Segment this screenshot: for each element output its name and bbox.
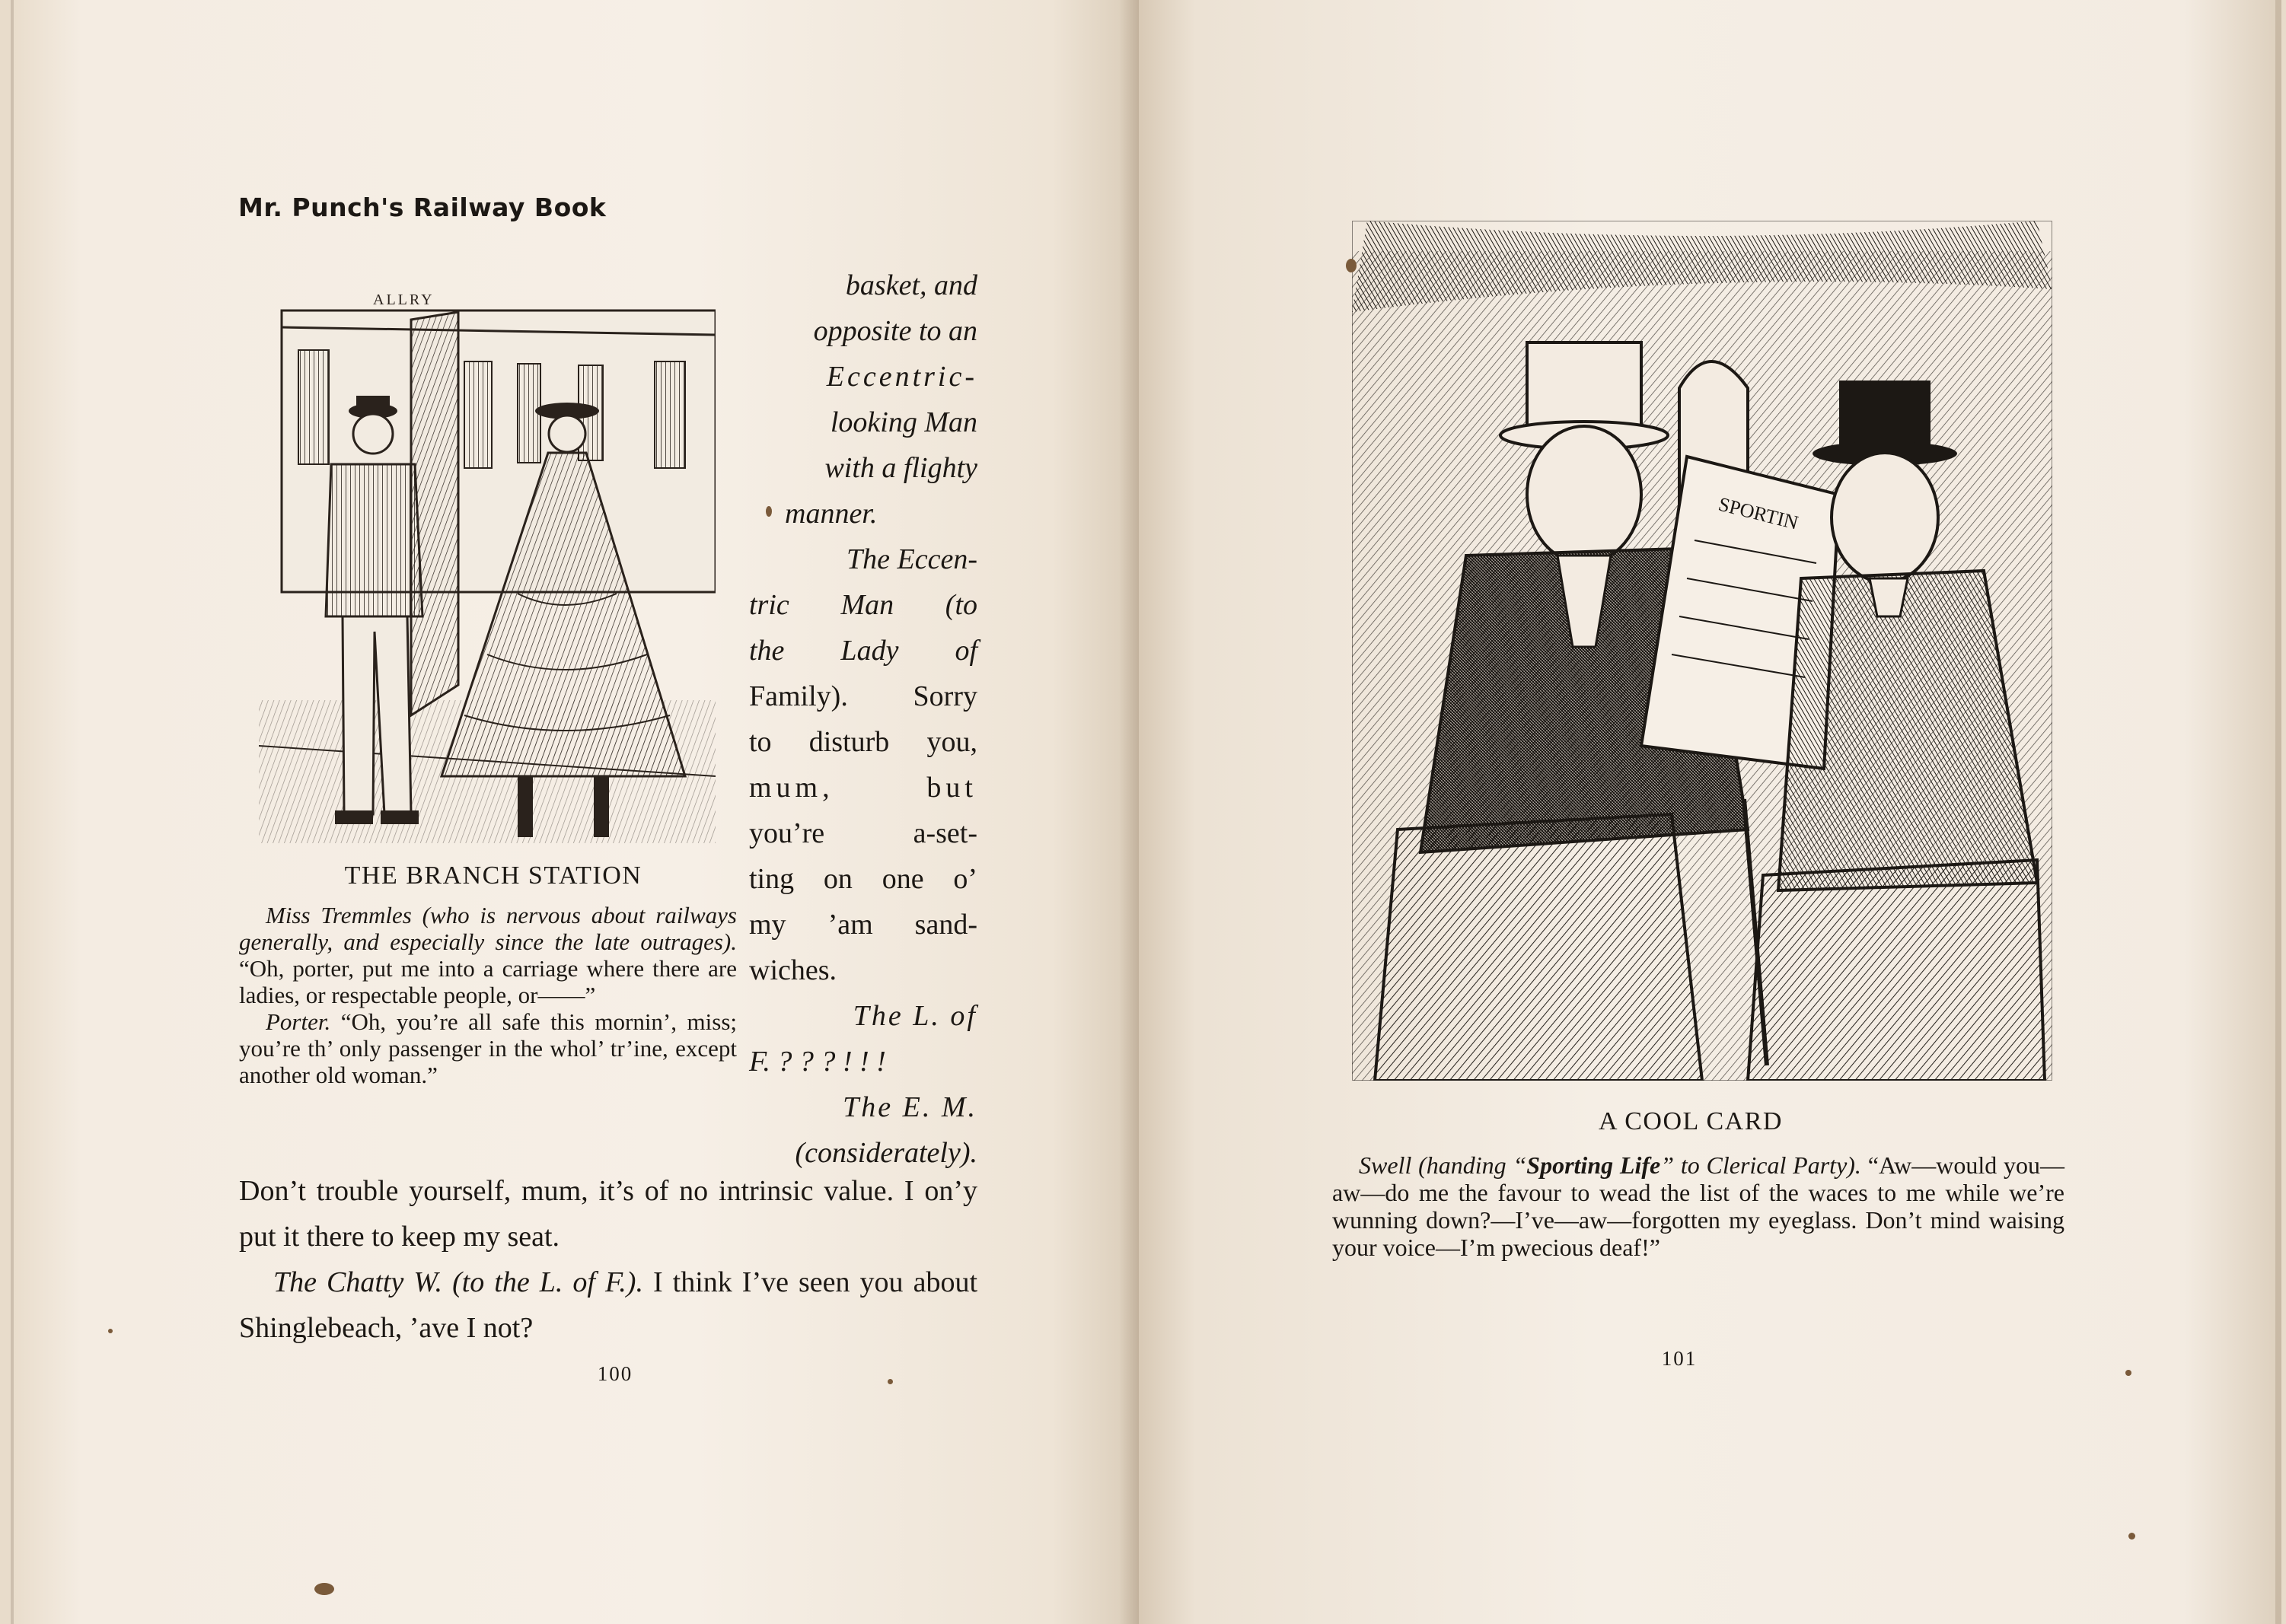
column-line: The Eccen-	[846, 543, 977, 575]
speaker-swell: Swell	[1359, 1151, 1412, 1179]
column-line: the Lady of	[749, 635, 977, 667]
body-text	[239, 1168, 977, 1351]
column-line: with a flighty	[824, 452, 977, 484]
newspaper-title: Sporting Life	[1526, 1151, 1661, 1179]
stage-direction: (who is nervous about railways generally, and especially since the late outrages).	[239, 902, 737, 955]
carriage-sign: ALLRY	[373, 291, 435, 308]
column-line: (considerately).	[795, 1137, 977, 1169]
column-line: to disturb you,	[749, 726, 977, 758]
speaker-miss-tremmles: Miss Tremmles	[266, 902, 412, 928]
two-gentlemen-icon	[1352, 221, 2052, 1081]
body-paragraph: Don’t trouble yourself, mum, it’s of no intrinsic value. I on’y put it there to keep my seat.	[239, 1175, 977, 1253]
stage-direction: (to the L. of F.).	[442, 1266, 643, 1298]
speaker-porter: Porter.	[266, 1008, 331, 1035]
column-line: The E. M.	[843, 1091, 977, 1123]
column-line: The L. of	[853, 1000, 977, 1032]
stage-direction: (handing “	[1411, 1151, 1527, 1179]
caption-dialogue: “Oh, porter, put me into a carriage where there are ladies, or respectable people, or——”	[239, 955, 737, 1008]
column-line: Eccentric-	[826, 361, 977, 393]
right-page	[1139, 0, 2281, 1624]
column-line: mum, but	[749, 772, 977, 804]
column-line: wiches.	[749, 954, 837, 986]
cool-card-caption	[1332, 1151, 2064, 1261]
column-line: F. ? ? ? ! ! !	[749, 1046, 886, 1078]
cool-card-illustration	[1352, 221, 2052, 1081]
left-page	[11, 0, 1142, 1624]
newspaper-masthead: SPORTIN	[1716, 492, 1801, 534]
running-head: Mr. Punch's Railway Book	[238, 193, 607, 222]
page-number-right: 101	[1661, 1347, 1698, 1370]
speaker-chatty-w: The Chatty W.	[273, 1266, 443, 1298]
column-line: tric Man (to	[749, 589, 977, 621]
narrow-text-column	[749, 263, 977, 1176]
branch-station-caption	[239, 902, 737, 1088]
column-line: basket, and	[845, 269, 977, 301]
porter-and-lady-icon	[259, 289, 716, 843]
caption-dialogue: “Oh, you’re all safe this mornin’, miss; you’re th’ only passenger in the whol’ tr’ine, except another old woman.”	[239, 1008, 737, 1088]
column-line: looking Man	[830, 406, 977, 438]
body-paragraph: I think I’ve seen you about Shinglebeach, ’ave I not?	[239, 1266, 978, 1344]
column-line: opposite to an	[813, 315, 977, 347]
column-line: ting on one o’	[749, 863, 977, 895]
column-line: my ’am sand-	[749, 909, 977, 941]
page-number-left: 100	[597, 1362, 633, 1385]
branch-station-illustration	[259, 289, 716, 843]
stage-direction: ” to Clerical Party).	[1660, 1151, 1861, 1179]
column-line: Family). Sorry	[749, 680, 977, 712]
branch-station-caption-title: THE BRANCH STATION	[344, 861, 642, 890]
caption-dialogue: “Aw—would you—aw—do me the favour to wead the list of the waces to me while we’re wunning down?—I’ve—aw—forgotten my eyeglass. Don’t mind waising your voice—I’m pwecious deaf!”	[1332, 1151, 2065, 1261]
column-line: you’re a-set-	[749, 817, 977, 849]
cool-card-caption-title: A COOL CARD	[1599, 1107, 1783, 1135]
column-line: manner.	[785, 498, 878, 530]
